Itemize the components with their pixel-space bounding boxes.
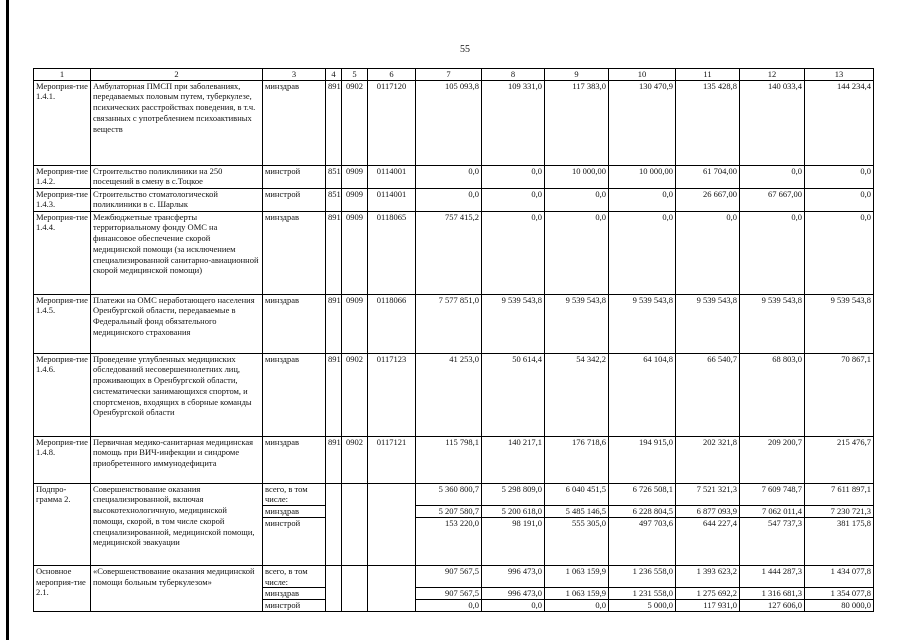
value-cell: 547 737,3 (740, 517, 805, 565)
value-cell: 9 539 543,8 (482, 294, 545, 353)
value-cell: 0,0 (416, 165, 482, 188)
value-cell: 117 931,0 (676, 599, 740, 611)
item-name-cell: Первичная медико-санитарная медицинская помощь при ВИЧ-инфекции и синдроме приобретенного иммунодефицита (91, 436, 263, 483)
value-cell: 996 473,0 (482, 588, 545, 600)
value-cell: 7 521 321,3 (676, 483, 740, 505)
code-cell: 0118066 (368, 294, 416, 353)
item-name-cell: Межбюджетные трансферты территориальному фонду ОМС на финансовое обеспечение скорой медицинской помощи (за исключением специализированной санитарно-авиационной скорой медицинской помощи) (91, 211, 263, 294)
executor-cell: всего, в том числе: (263, 483, 326, 505)
value-cell: 5 360 800,7 (416, 483, 482, 505)
value-cell: 130 470,9 (609, 80, 676, 165)
value-cell: 202 321,8 (676, 436, 740, 483)
value-cell: 0,0 (416, 599, 482, 611)
executor-cell: минстрой (263, 188, 326, 211)
col-header: 11 (676, 69, 740, 81)
value-cell: 6 228 804,5 (609, 506, 676, 518)
code-cell: 0909 (342, 165, 368, 188)
item-id-cell: Мероприя-тие 1.4.4. (34, 211, 91, 294)
code-cell (342, 565, 368, 611)
col-header: 1 (34, 69, 91, 81)
value-cell: 5 207 580,7 (416, 506, 482, 518)
code-cell (368, 483, 416, 565)
code-cell: 891 (326, 80, 342, 165)
item-name-cell: Строительство стоматологической поликлиники в с. Шарлык (91, 188, 263, 211)
executor-cell: минстрой (263, 517, 326, 565)
executor-cell: минздрав (263, 506, 326, 518)
value-cell: 1 275 692,2 (676, 588, 740, 600)
code-cell: 851 (326, 188, 342, 211)
value-cell: 0,0 (609, 188, 676, 211)
value-cell: 0,0 (805, 165, 874, 188)
executor-cell: минстрой (263, 165, 326, 188)
value-cell: 9 539 543,8 (805, 294, 874, 353)
value-cell: 0,0 (416, 188, 482, 211)
value-cell: 105 093,8 (416, 80, 482, 165)
item-name-cell: Строительство поликлиники на 250 посещений в смену в с.Тоцкое (91, 165, 263, 188)
executor-cell: минздрав (263, 211, 326, 294)
table-row (34, 294, 874, 353)
executor-cell: всего, в том числе: (263, 565, 326, 587)
value-cell: 555 305,0 (545, 517, 609, 565)
header-row (34, 69, 874, 81)
value-cell: 7 230 721,3 (805, 506, 874, 518)
value-cell: 50 614,4 (482, 353, 545, 436)
value-cell: 7 577 851,0 (416, 294, 482, 353)
code-cell: 0902 (342, 436, 368, 483)
value-cell: 0,0 (609, 211, 676, 294)
item-id-cell: Основное мероприя-тие 2.1. (34, 565, 91, 611)
code-cell: 891 (326, 436, 342, 483)
table-row (34, 436, 874, 483)
value-cell: 0,0 (676, 211, 740, 294)
col-header: 2 (91, 69, 263, 81)
table-row (34, 188, 874, 211)
value-cell: 209 200,7 (740, 436, 805, 483)
value-cell: 907 567,5 (416, 565, 482, 587)
table-row (34, 80, 874, 165)
item-name-cell: Платежи на ОМС неработающего населения Оренбургской области, передаваемые в Федеральный фонд обязательного медицинского страхования (91, 294, 263, 353)
code-cell: 0117121 (368, 436, 416, 483)
value-cell: 7 611 897,1 (805, 483, 874, 505)
page-number: 55 (460, 44, 470, 55)
value-cell: 68 803,0 (740, 353, 805, 436)
value-cell: 0,0 (482, 211, 545, 294)
code-cell: 0902 (342, 353, 368, 436)
item-name-cell: «Совершенствование оказания медицинской помощи больным туберкулезом» (91, 565, 263, 611)
value-cell: 757 415,2 (416, 211, 482, 294)
col-header: 12 (740, 69, 805, 81)
code-cell (368, 565, 416, 611)
code-cell: 891 (326, 211, 342, 294)
value-cell: 0,0 (545, 211, 609, 294)
value-cell: 1 063 159,9 (545, 588, 609, 600)
item-id-cell: Мероприя-тие 1.4.5. (34, 294, 91, 353)
value-cell: 10 000,00 (545, 165, 609, 188)
code-cell: 0902 (342, 80, 368, 165)
value-cell: 1 231 558,0 (609, 588, 676, 600)
value-cell: 5 298 809,0 (482, 483, 545, 505)
value-cell: 1 434 077,8 (805, 565, 874, 587)
executor-cell: минздрав (263, 294, 326, 353)
item-id-cell: Мероприя-тие 1.4.8. (34, 436, 91, 483)
value-cell: 7 609 748,7 (740, 483, 805, 505)
value-cell: 6 040 451,5 (545, 483, 609, 505)
value-cell: 64 104,8 (609, 353, 676, 436)
code-cell: 0117120 (368, 80, 416, 165)
value-cell: 9 539 543,8 (740, 294, 805, 353)
item-name-cell: Совершенствование оказания специализированной, включая высокотехнологичную, медицинской помощи, скорой, в том числе скорой специализированной, медицинской помощи, медицинской эвакуации (91, 483, 263, 565)
col-header: 10 (609, 69, 676, 81)
item-id-cell: Мероприя-тие 1.4.1. (34, 80, 91, 165)
value-cell: 5 000,0 (609, 599, 676, 611)
code-cell: 0909 (342, 294, 368, 353)
value-cell: 109 331,0 (482, 80, 545, 165)
value-cell: 996 473,0 (482, 565, 545, 587)
table-row (34, 211, 874, 294)
value-cell: 153 220,0 (416, 517, 482, 565)
col-header: 9 (545, 69, 609, 81)
value-cell: 0,0 (805, 211, 874, 294)
value-cell: 1 063 159,9 (545, 565, 609, 587)
code-cell (342, 483, 368, 565)
code-cell: 0118065 (368, 211, 416, 294)
value-cell: 194 915,0 (609, 436, 676, 483)
value-cell: 70 867,1 (805, 353, 874, 436)
col-header: 4 (326, 69, 342, 81)
value-cell: 497 703,6 (609, 517, 676, 565)
value-cell: 0,0 (545, 188, 609, 211)
value-cell: 907 567,5 (416, 588, 482, 600)
code-cell: 0909 (342, 188, 368, 211)
value-cell: 644 227,4 (676, 517, 740, 565)
value-cell: 176 718,6 (545, 436, 609, 483)
value-cell: 1 354 077,8 (805, 588, 874, 600)
col-header: 8 (482, 69, 545, 81)
code-cell: 0114001 (368, 165, 416, 188)
executor-cell: минздрав (263, 588, 326, 600)
executor-cell: минздрав (263, 436, 326, 483)
item-name-cell: Амбулаторная ПМСП при заболеваниях, передаваемых половым путем, туберкулезе, психических расстройствах поведения, в т.ч. связанных с употреблением психоактивных веществ (91, 80, 263, 165)
value-cell: 1 444 287,3 (740, 565, 805, 587)
value-cell: 67 667,00 (740, 188, 805, 211)
value-cell: 1 393 623,2 (676, 565, 740, 587)
code-cell: 891 (326, 294, 342, 353)
col-header: 6 (368, 69, 416, 81)
executor-cell: минздрав (263, 353, 326, 436)
value-cell: 61 704,00 (676, 165, 740, 188)
value-cell: 144 234,4 (805, 80, 874, 165)
code-cell (326, 483, 342, 565)
value-cell: 98 191,0 (482, 517, 545, 565)
item-name-cell: Проведение углубленных медицинских обследований несовершеннолетних лиц, проживающих в Оренбургской области, систематически занимающихся спортом, и спортсменов, входящих в сборные команды Оренбургской области (91, 353, 263, 436)
value-cell: 0,0 (740, 165, 805, 188)
value-cell: 41 253,0 (416, 353, 482, 436)
value-cell: 140 217,1 (482, 436, 545, 483)
value-cell: 9 539 543,8 (609, 294, 676, 353)
value-cell: 0,0 (740, 211, 805, 294)
col-header: 5 (342, 69, 368, 81)
value-cell: 9 539 543,8 (676, 294, 740, 353)
value-cell: 127 606,0 (740, 599, 805, 611)
value-cell: 381 175,8 (805, 517, 874, 565)
item-id-cell: Мероприя-тие 1.4.6. (34, 353, 91, 436)
value-cell: 115 798,1 (416, 436, 482, 483)
executor-cell: минздрав (263, 80, 326, 165)
col-header: 3 (263, 69, 326, 81)
value-cell: 0,0 (482, 165, 545, 188)
value-cell: 54 342,2 (545, 353, 609, 436)
value-cell: 0,0 (482, 188, 545, 211)
value-cell: 26 667,00 (676, 188, 740, 211)
table-row (34, 353, 874, 436)
value-cell: 1 236 558,0 (609, 565, 676, 587)
code-cell (326, 565, 342, 611)
value-cell: 117 383,0 (545, 80, 609, 165)
value-cell: 135 428,8 (676, 80, 740, 165)
code-cell: 851 (326, 165, 342, 188)
value-cell: 9 539 543,8 (545, 294, 609, 353)
value-cell: 66 540,7 (676, 353, 740, 436)
value-cell: 0,0 (545, 599, 609, 611)
code-cell: 0117123 (368, 353, 416, 436)
value-cell: 7 062 011,4 (740, 506, 805, 518)
value-cell: 6 877 093,9 (676, 506, 740, 518)
page-left-border (6, 0, 9, 640)
value-cell: 0,0 (805, 188, 874, 211)
table-row (34, 483, 874, 505)
value-cell: 5 485 146,5 (545, 506, 609, 518)
value-cell: 215 476,7 (805, 436, 874, 483)
budget-table (33, 68, 874, 612)
table-row (34, 165, 874, 188)
col-header: 13 (805, 69, 874, 81)
value-cell: 10 000,00 (609, 165, 676, 188)
value-cell: 5 200 618,0 (482, 506, 545, 518)
code-cell: 891 (326, 353, 342, 436)
col-header: 7 (416, 69, 482, 81)
value-cell: 140 033,4 (740, 80, 805, 165)
value-cell: 0,0 (482, 599, 545, 611)
executor-cell: минстрой (263, 599, 326, 611)
value-cell: 80 000,0 (805, 599, 874, 611)
value-cell: 6 726 508,1 (609, 483, 676, 505)
code-cell: 0909 (342, 211, 368, 294)
item-id-cell: Мероприя-тие 1.4.2. (34, 165, 91, 188)
value-cell: 1 316 681,3 (740, 588, 805, 600)
item-id-cell: Подпро-грамма 2. (34, 483, 91, 565)
item-id-cell: Мероприя-тие 1.4.3. (34, 188, 91, 211)
table-row (34, 565, 874, 587)
code-cell: 0114001 (368, 188, 416, 211)
